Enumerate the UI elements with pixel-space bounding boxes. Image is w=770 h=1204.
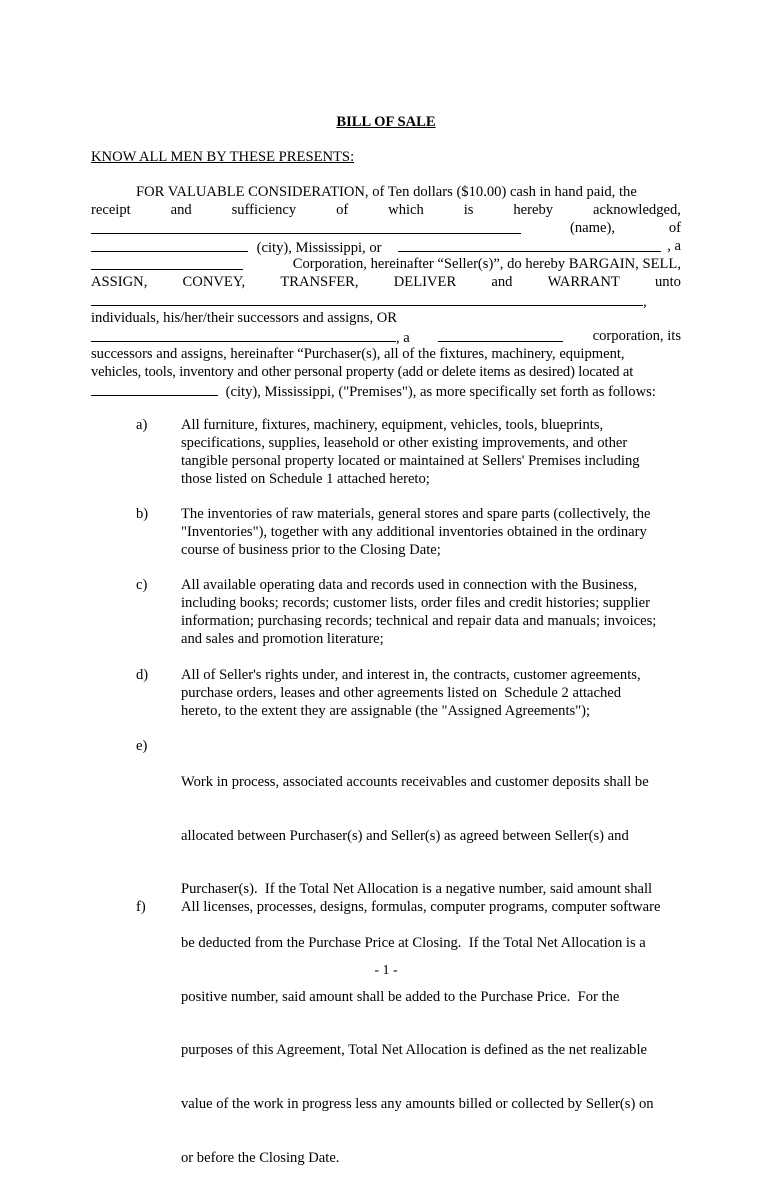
intro-line-5: Corporation, hereinafter “Seller(s)”, do hereby BARGAIN, SELL, xyxy=(91,256,681,276)
document-title: BILL OF SALE xyxy=(336,114,436,130)
intro-line-7: , xyxy=(91,292,681,312)
corporation-name-blank[interactable] xyxy=(398,238,661,252)
page-number: - 1 - xyxy=(374,963,398,978)
intro-line-2: receipt and sufficiency of which is hereby acknowledged, xyxy=(91,202,681,218)
intro-line-6: ASSIGN, CONVEY, TRANSFER, DELIVER and WARRANT unto xyxy=(91,274,681,290)
know-all-men-heading: KNOW ALL MEN BY THESE PRESENTS: xyxy=(91,149,355,165)
seller-name-blank[interactable] xyxy=(91,220,521,234)
intro-line-4: (city), Mississippi, or , a xyxy=(91,238,681,258)
intro-line-3: (name), of xyxy=(91,220,681,240)
intro-line-9: , a corporation, its xyxy=(91,328,681,348)
purchaser-state-blank[interactable] xyxy=(438,328,563,342)
seller-city-blank[interactable] xyxy=(91,238,248,252)
purchaser-corporation-blank[interactable] xyxy=(91,328,396,342)
intro-line-10: successors and assigns, hereinafter “Purchaser(s), all of the fixtures, machinery, equipment, xyxy=(91,346,625,362)
intro-line-1: FOR VALUABLE CONSIDERATION, of Ten dollars ($10.00) cash in hand paid, the xyxy=(136,184,637,200)
intro-line-8: individuals, his/her/their successors and assigns, OR xyxy=(91,310,398,326)
intro-line-11: vehicles, tools, inventory and other personal property (add or delete items as desired) located at xyxy=(91,364,634,380)
purchaser-individuals-blank[interactable] xyxy=(91,292,643,306)
corporation-state-blank[interactable] xyxy=(91,256,243,270)
intro-line-12: (city), Mississippi, ("Premises"), as more specifically set forth as follows: xyxy=(91,382,681,402)
premises-city-blank[interactable] xyxy=(91,382,218,396)
